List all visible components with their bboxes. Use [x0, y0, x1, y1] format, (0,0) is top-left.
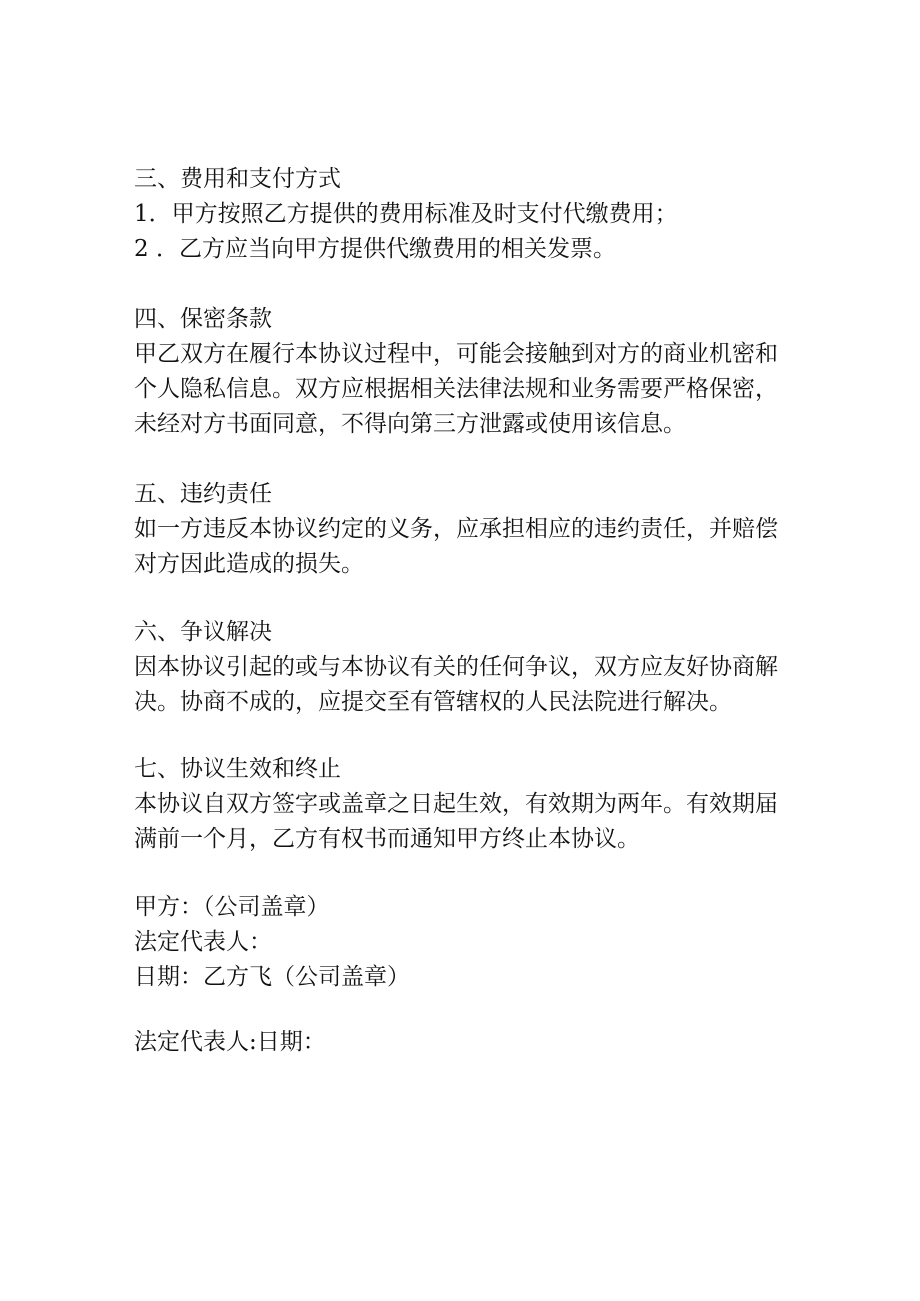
section-dispute-resolution — [134, 615, 794, 720]
paragraph-line: 个人隐私信息。双方应根据相关法律法规和业务需要严格保密， — [134, 376, 778, 402]
paragraph-line: 决。协商不成的，应提交至有管辖权的人民法院进行解决。 — [134, 689, 732, 715]
date-party-b-label: 日期：乙方飞（公司盖章） — [134, 964, 410, 990]
paragraph-line: 满前一个月，乙方有权书而通知甲方终止本协议。 — [134, 826, 640, 852]
section-heading: 三、费用和支付方式 — [134, 166, 341, 192]
list-item: 1．甲方按照乙方提供的费用标准及时支付代缴费用； — [134, 201, 678, 227]
paragraph-line: 未经对方书面同意，不得向第三方泄露或使用该信息。 — [134, 411, 686, 437]
paragraph-line: 本协议自双方签字或盖章之日起生效，有效期为两年。有效期届 — [134, 791, 778, 817]
section-liability — [134, 477, 794, 582]
signature-block-b — [134, 1025, 794, 1060]
legal-rep-label: 法定代表人： — [134, 929, 272, 955]
paragraph-line: 因本协议引起的或与本协议有关的任何争议，双方应友好协商解 — [134, 654, 778, 680]
paragraph-line: 对方因此造成的损失。 — [134, 551, 364, 577]
section-confidentiality — [134, 302, 794, 442]
legal-rep-date-label: 法定代表人:日期： — [134, 1029, 326, 1055]
signature-block — [134, 890, 794, 995]
paragraph-line: 如一方违反本协议约定的义务，应承担相应的违约责任，并赔偿 — [134, 516, 778, 542]
party-a-label: 甲方：（公司盖章） — [134, 894, 330, 920]
paragraph-line: 甲乙双方在履行本协议过程中，可能会接触到对方的商业机密和 — [134, 341, 778, 367]
section-fees-payment — [134, 162, 794, 267]
section-heading: 六、争议解决 — [134, 619, 272, 645]
section-heading: 五、违约责任 — [134, 481, 272, 507]
section-heading: 七、协议生效和终止 — [134, 756, 341, 782]
section-heading: 四、保密条款 — [134, 306, 272, 332]
section-effect-termination — [134, 752, 794, 857]
list-item: 2 ．乙方应当向甲方提供代缴费用的相关发票。 — [134, 236, 616, 262]
